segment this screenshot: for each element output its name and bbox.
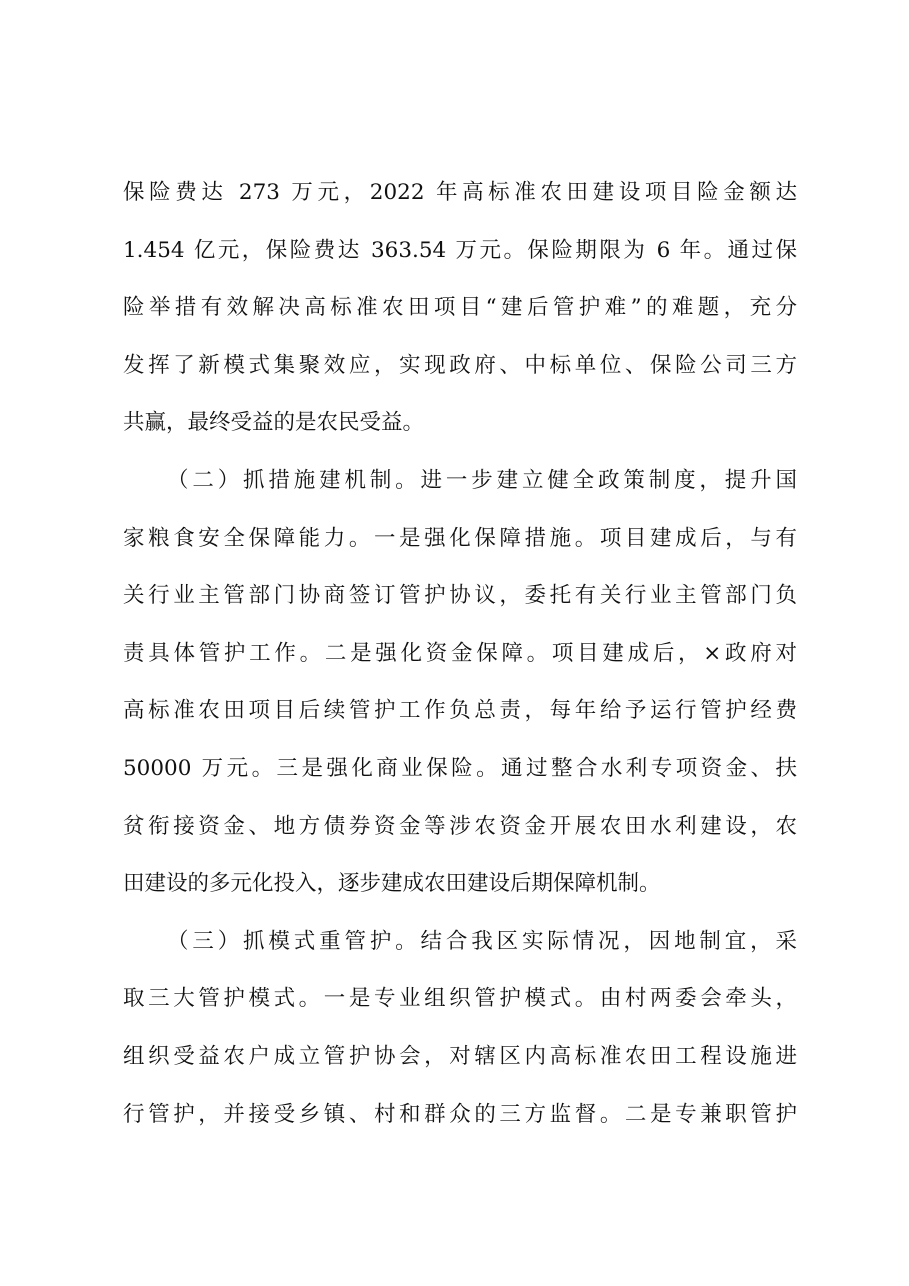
paragraph-1 bbox=[123, 164, 797, 452]
text-line: 关行业主管部门协商签订管护协议，委托有关行业主管部门负 bbox=[123, 583, 797, 609]
text-line: 共赢，最终受益的是农民受益。 bbox=[123, 410, 425, 436]
text-line: 取三大管护模式。一是专业组织管护模式。由村两委会牵头， bbox=[123, 986, 797, 1012]
text-line: （三）抓模式重管护。结合我区实际情况，因地制宜，采 bbox=[167, 928, 797, 954]
text-line: （二）抓措施建机制。进一步建立健全政策制度，提升国 bbox=[167, 467, 797, 493]
text-line: 行管护，并接受乡镇、村和群众的三方监督。二是专兼职管护 bbox=[123, 1101, 797, 1127]
text-line: 1.454 亿元，保险费达 363.54 万元。保险期限为 6 年。通过保 bbox=[123, 237, 797, 263]
text-line: 50000 万元。三是强化商业保险。通过整合水利专项资金、扶 bbox=[123, 755, 797, 781]
text-line: 保险费达 273 万元，2022 年高标准农田建设项目险金额达 bbox=[123, 180, 797, 205]
text-line: 发挥了新模式集聚效应，实现政府、中标单位、保险公司三方 bbox=[123, 352, 797, 378]
text-line: 贫衔接资金、地方债券资金等涉农资金开展农田水利建设，农 bbox=[123, 813, 797, 839]
paragraph-3 bbox=[123, 913, 797, 1143]
text-line: 组织受益农户成立管护协会，对辖区内高标准农田工程设施进 bbox=[123, 1043, 797, 1069]
text-line: 高标准农田项目后续管护工作负总责，每年给予运行管护经费 bbox=[123, 698, 797, 724]
text-line: 险举措有效解决高标准农田项目“建后管护难”的难题，充分 bbox=[123, 295, 797, 321]
body-text bbox=[123, 164, 797, 1143]
paragraph-2 bbox=[123, 452, 797, 913]
text-line: 家粮食安全保障能力。一是强化保障措施。项目建成后，与有 bbox=[123, 525, 797, 551]
text-line: 田建设的多元化投入，逐步建成农田建设后期保障机制。 bbox=[123, 871, 661, 897]
text-line: 责具体管护工作。二是强化资金保障。项目建成后，×政府对 bbox=[123, 640, 797, 666]
